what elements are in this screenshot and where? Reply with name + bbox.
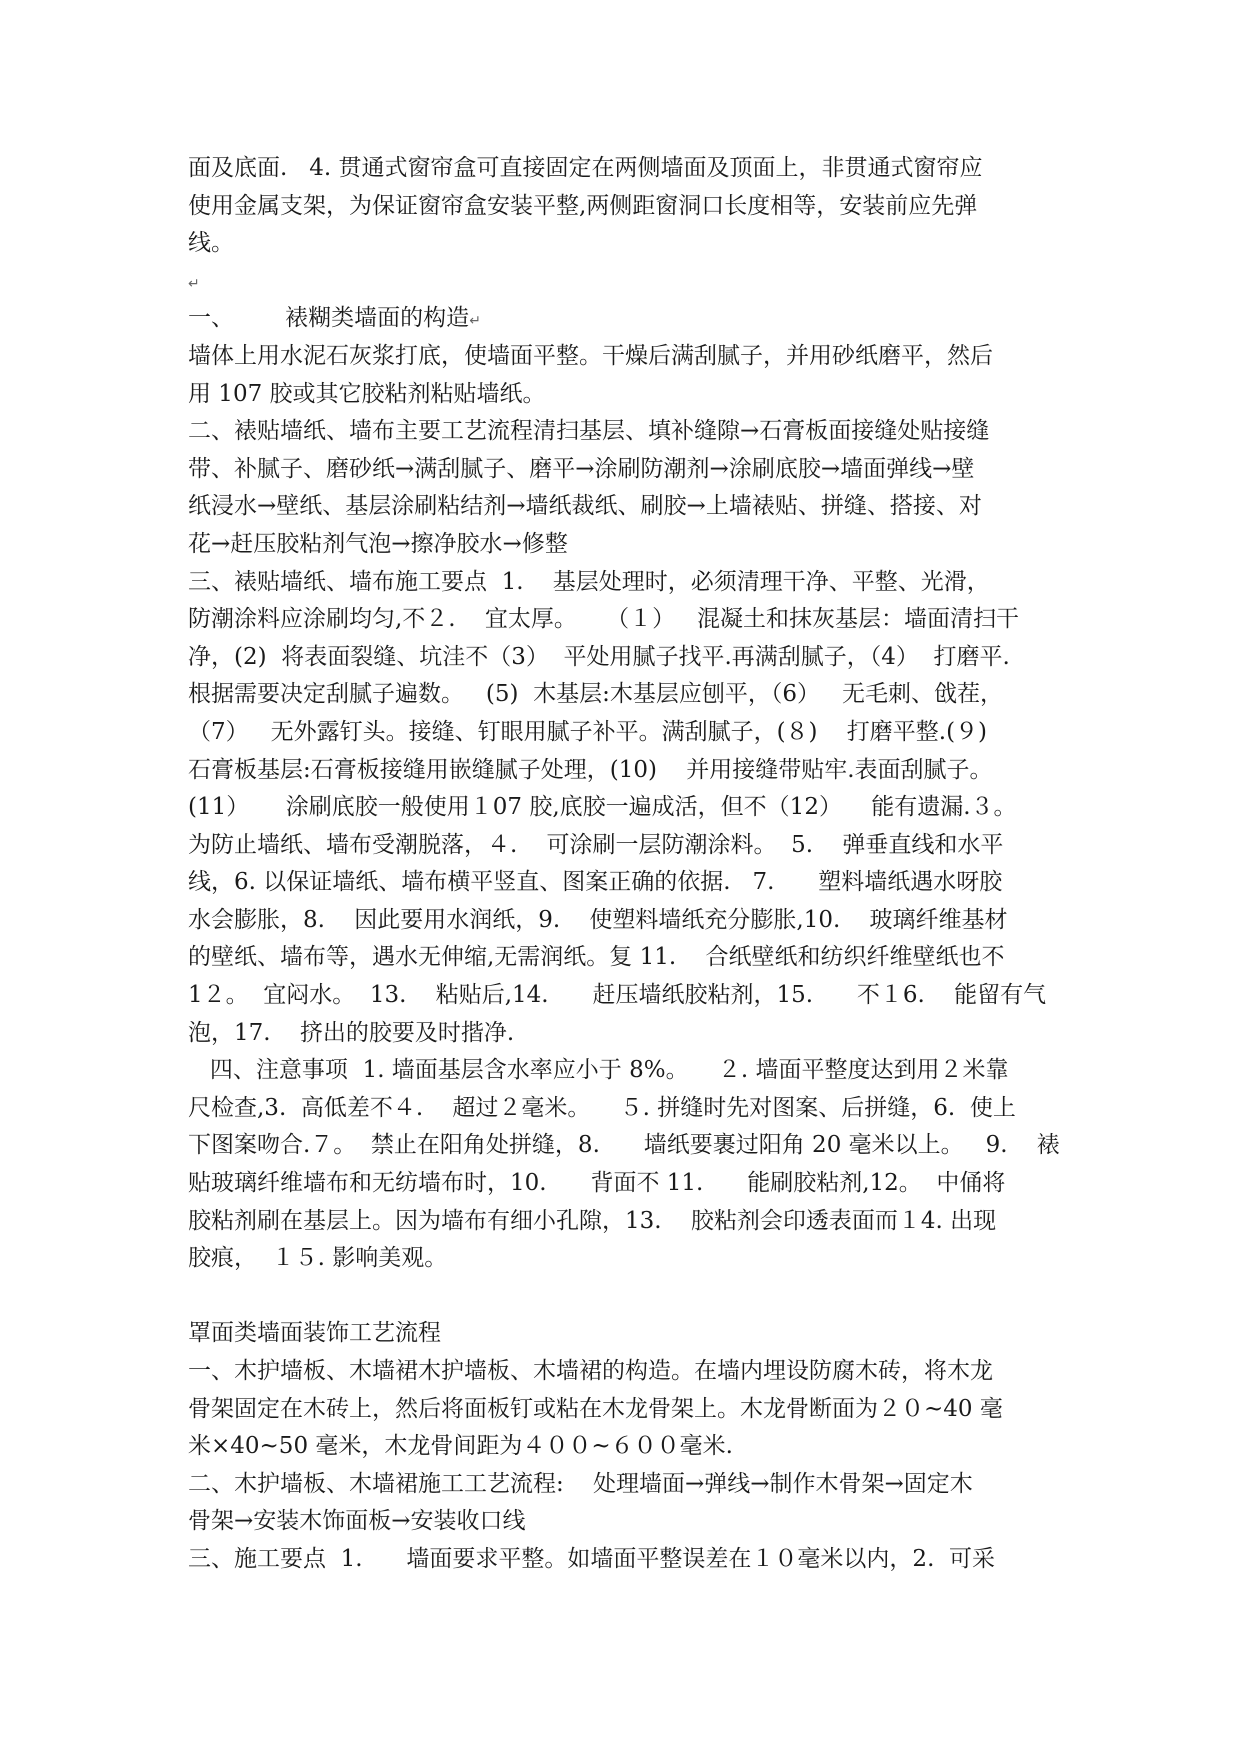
text-line: 骨架→安装木饰面板→安装收口线: [188, 1508, 526, 1535]
text-line: 三、裱贴墙纸、墙布施工要点 1. 基层处理时，必须清理干净、平整、光滑，: [188, 568, 990, 595]
paragraph-mark-icon: ↵: [188, 275, 200, 292]
section-title: 罩面类墙面装饰工艺流程: [188, 1320, 441, 1347]
text-line: 米×40~50 毫米，木龙骨间距为４００~６００毫米.: [188, 1433, 733, 1460]
text-line: 胶痕， １５. 影响美观。: [188, 1245, 448, 1272]
text-line: 胶粘剂刷在基层上。因为墙布有细小孔隙，13. 胶粘剂会印透表面而１4. 出现: [188, 1207, 997, 1234]
blank-line: [188, 1278, 1068, 1316]
text-line: 花→赶压胶粘剂气泡→擦净胶水→修整: [188, 530, 568, 557]
text-line: 三、施工要点 1. 墙面要求平整。如墙面平整误差在１０毫米以内，2. 可采: [188, 1545, 995, 1572]
text-line: 贴玻璃纤维墙布和无纺墙布时，10. 背面不 11. 能刷胶粘剂,12。 中俑将: [188, 1170, 1006, 1197]
text-line: 一、木护墙板、木墙裙木护墙板、木墙裙的构造。在墙内埋设防腐木砖，将木龙: [188, 1358, 993, 1384]
text-line: 尺检查,3. 高低差不４. 超过２毫米。 ５. 拼缝时先对图案、后拼缝，6. 使上: [188, 1094, 1016, 1121]
text-line: 墙体上用水泥石灰浆打底，使墙面平整。干燥后满刮腻子，并用砂纸磨平，然后: [188, 342, 993, 369]
section-heading: [188, 300, 1068, 338]
text-line: 净，(2) 将表面裂缝、坑洼不（3） 平处用腻子找平.再满刮腻子，（4） 打磨平.: [188, 643, 1010, 670]
text-line: 防潮涂料应涂刷均匀,不２. 宜太厚。 （１） 混凝土和抹灰基层：墙面清扫干: [188, 606, 1020, 633]
text-line: （7） 无外露钉头。接缝、钉眼用腻子补平。满刮腻子，(８) 打磨平整.(９): [188, 718, 988, 745]
text-line: 1２。 宜闷水。 13. 粘贴后,14. 赶压墙纸胶粘剂，15. 不１6. 能留有气: [188, 982, 1047, 1009]
text-line: 石膏板基层:石膏板接缝用嵌缝腻子处理，(10) 并用接缝带贴牢.表面刮腻子。: [188, 756, 993, 783]
text-line: 带、补腻子、磨砂纸→满刮腻子、磨平→涂刷防潮剂→涂刷底胶→墙面弹线→壁: [188, 455, 975, 482]
text-line: 为防止墙纸、墙布受潮脱落，４. 可涂刷一层防潮涂料。 5. 弹垂直线和水平: [188, 831, 1004, 858]
text-line: 线。: [188, 230, 234, 257]
text-line: 使用金属支架，为保证窗帘盒安装平整,两侧距窗洞口长度相等，安装前应先弹: [188, 192, 978, 219]
text-line: 用 107 胶或其它胶粘剂粘贴墙纸。: [188, 380, 546, 407]
text-line: (11） 涂刷底胶一般使用１07 胶,底胶一遍成活，但不（12） 能有遗漏.３。: [188, 794, 1017, 821]
text-line: 泡，17. 挤出的胶要及时揩净.: [188, 1019, 515, 1046]
text-line: 根据需要决定刮腻子遍数。 (5) 木基层:木基层应刨平，（6） 无毛刺、戗茬，: [188, 681, 1003, 708]
text-line: 二、裱贴墙纸、墙布主要工艺流程清扫基层、填补缝隙→石膏板面接缝处贴接缝: [188, 418, 990, 445]
text-line: 的壁纸、墙布等，遇水无伸缩,无需润纸。复 11. 合纸壁纸和纺织纤维壁纸也不: [188, 944, 1005, 971]
heading-text: 一、 裱糊类墙面的构造: [188, 305, 470, 332]
text-line: 面及底面. 4. 贯通式窗帘盒可直接固定在两侧墙面及顶面上，非贯通式窗帘应: [188, 155, 983, 181]
document-body: [188, 150, 1068, 1579]
text-line: 骨架固定在木砖上，然后将面板钉或粘在木龙骨架上。木龙骨断面为２０~40 毫: [188, 1395, 1003, 1422]
text-line: 线，6. 以保证墙纸、墙布横平竖直、图案正确的依据. 7. 塑料墙纸遇水呀胶: [188, 869, 1003, 896]
paragraph-mark: [188, 263, 1068, 301]
paragraph-mark-icon: ↵: [469, 313, 481, 330]
text-line: 纸浸水→壁纸、基层涂刷粘结剂→墙纸裁纸、刷胶→上墙裱贴、拼缝、搭接、对: [188, 493, 982, 520]
text-line: 水会膨胀，8. 因此要用水润纸，9. 使塑料墙纸充分膨胀,10. 玻璃纤维基材: [188, 906, 1008, 933]
text-line: 四、注意事项 1. 墙面基层含水率应小于 8%。 ２. 墙面平整度达到用２米靠: [188, 1057, 1009, 1084]
text-line: 二、木护墙板、木墙裙施工工艺流程: 处理墙面→弹线→制作木骨架→固定木: [188, 1470, 973, 1497]
text-line: 下图案吻合.７。 禁止在阳角处拼缝，8. 墙纸要裹过阳角 20 毫米以上。 9. 裱: [188, 1132, 1060, 1159]
